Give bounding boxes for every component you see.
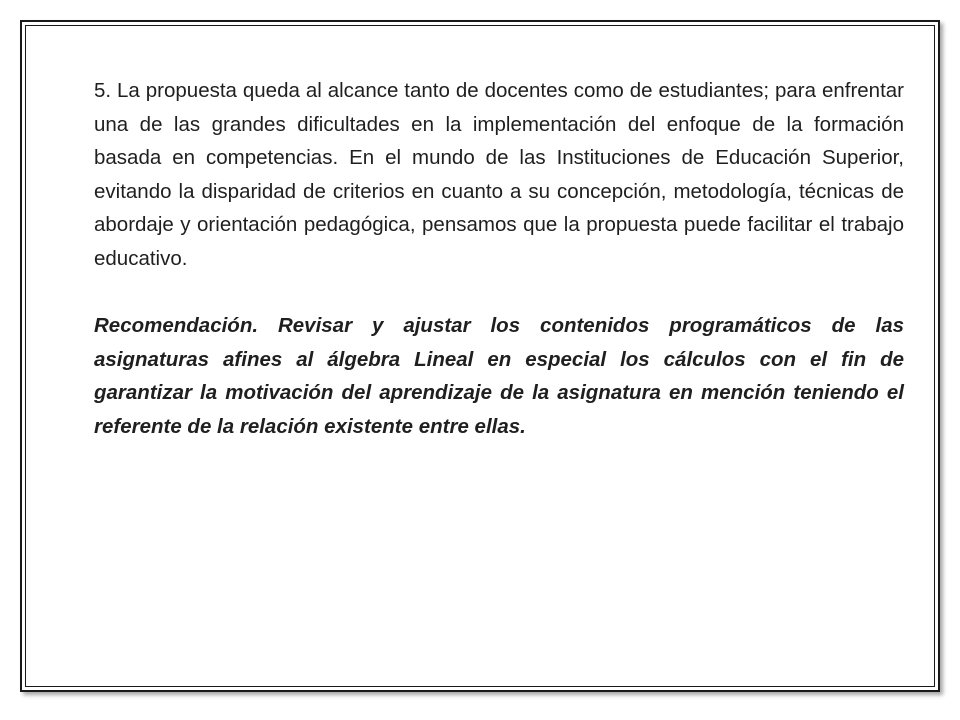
slide-content <box>94 74 904 443</box>
recommendation-paragraph: Recomendación. Revisar y ajustar los contenidos programáticos de las asignaturas afines al álgebra Lineal en especial los cálculos con el fin de garantizar la motivación del aprendizaje de la asignatura en mención teniendo el referente de la relación existente entre ellas. <box>94 314 904 438</box>
point-five-paragraph: 5. La propuesta queda al alcance tanto de docentes como de estudiantes; para enfrentar una de las grandes dificultades en la implementación del enfoque de la formación basada en competencias. En el mundo de las Instituciones de Educación Superior, evitando la disparidad de criterios en cuanto a su concepción, metodología, técnicas de abordaje y orientación pedagógica, pensamos que la propuesta puede facilitar el trabajo educativo. <box>94 79 904 270</box>
